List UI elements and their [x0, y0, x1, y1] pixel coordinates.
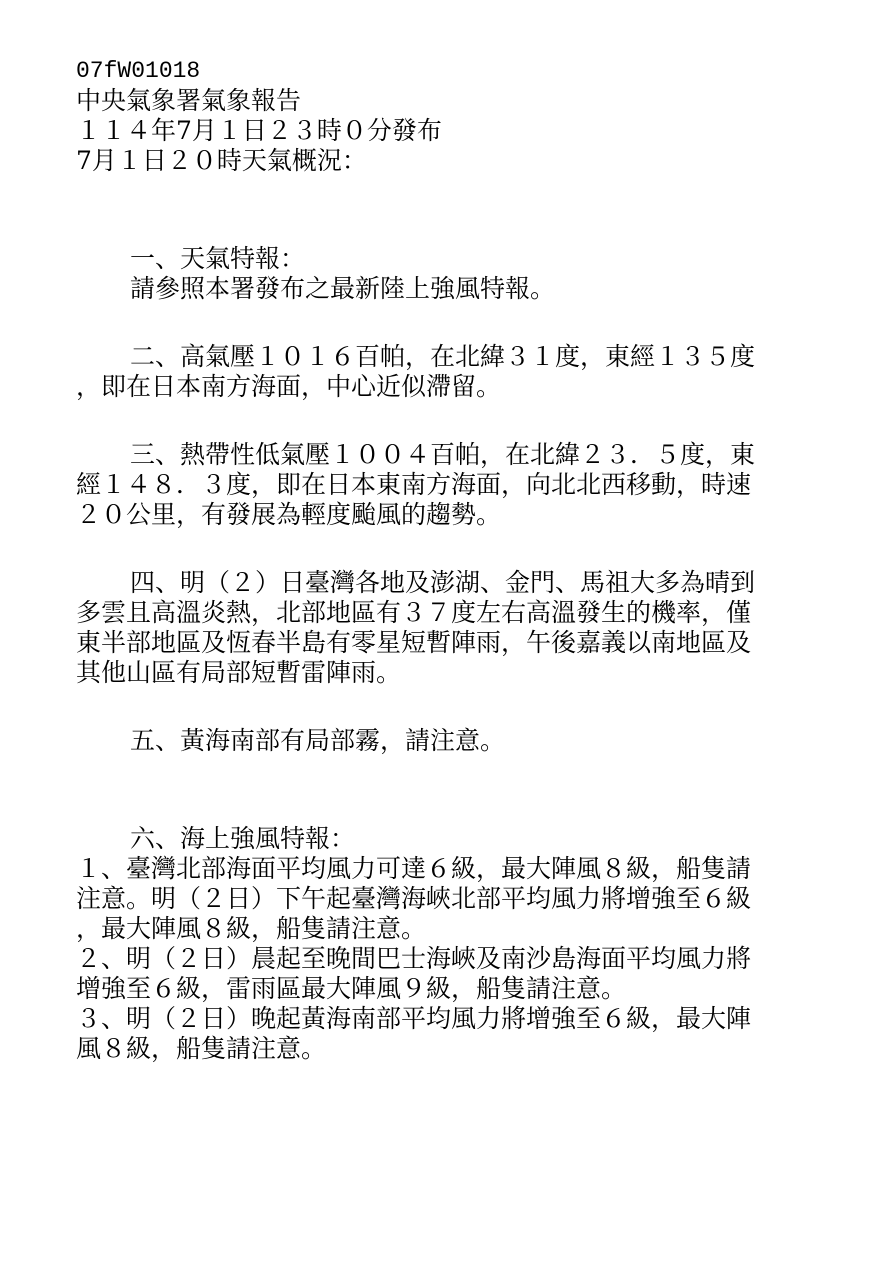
- warning-item-3: 風８級，船隻請注意。: [76, 1034, 327, 1063]
- section-heading: 一、天氣特報：: [130, 244, 306, 273]
- section-text: 東半部地區及恆春半島有零星短暫陣雨，午後嘉義以南地區及: [76, 628, 752, 657]
- spacer: [76, 176, 816, 244]
- section-high-pressure: [76, 342, 816, 402]
- section-text: 四、明（２）日臺灣各地及澎湖、金門、馬祖大多為晴到: [130, 568, 756, 597]
- warning-item-1: 注意。明（２日）下午起臺灣海峽北部平均風力將增強至６級: [76, 884, 752, 913]
- section-text: ２０公里，有發展為輕度颱風的趨勢。: [76, 500, 502, 529]
- section-text: 其他山區有局部短暫雷陣雨。: [76, 658, 402, 687]
- section-text: 五、黃海南部有局部霧，請注意。: [130, 726, 506, 755]
- section-heading: 六、海上強風特報：: [130, 824, 356, 853]
- issue-time: １１４年7月１日２３時０分發布: [76, 116, 442, 145]
- warning-item-3: ３、明（２日）晚起黃海南部平均風力將增強至６級，最大陣: [76, 1004, 752, 1033]
- spacer: [76, 402, 816, 440]
- spacer: [76, 530, 816, 568]
- spacer: [76, 688, 816, 726]
- section-text: 請參照本署發布之最新陸上強風特報。: [130, 274, 556, 303]
- section-text: 二、高氣壓１０１６百帕，在北緯３１度，東經１３５度: [130, 342, 756, 371]
- spacer: [76, 756, 816, 824]
- overview-time: 7月１日２０時天氣概況：: [76, 146, 367, 175]
- document-code: 07fW01018: [76, 58, 201, 84]
- warning-item-2: 增強至６級，雷雨區最大陣風９級，船隻請注意。: [76, 974, 627, 1003]
- report-title: 中央氣象署氣象報告: [76, 86, 302, 115]
- section-text: 多雲且高溫炎熱，北部地區有３７度左右高溫發生的機率，僅: [76, 598, 752, 627]
- section-text: 經１４８．３度，即在日本東南方海面，向北北西移動，時速: [76, 470, 752, 499]
- spacer: [76, 304, 816, 342]
- section-fog: [76, 726, 816, 756]
- warning-item-1: ，最大陣風８級，船隻請注意。: [76, 914, 427, 943]
- section-marine-wind-warning: [76, 824, 816, 1064]
- section-text: ，即在日本南方海面，中心近似滯留。: [76, 372, 502, 401]
- section-forecast: [76, 568, 816, 688]
- warning-item-2: ２、明（２日）晨起至晚間巴士海峽及南沙島海面平均風力將: [76, 944, 752, 973]
- section-weather-warning: [76, 244, 816, 304]
- weather-report-document: [76, 56, 816, 1064]
- warning-item-1: １、臺灣北部海面平均風力可達６級，最大陣風８級，船隻請: [76, 854, 752, 883]
- section-text: 三、熱帶性低氣壓１００４百帕，在北緯２３．５度，東: [130, 440, 756, 469]
- section-tropical-depression: [76, 440, 816, 530]
